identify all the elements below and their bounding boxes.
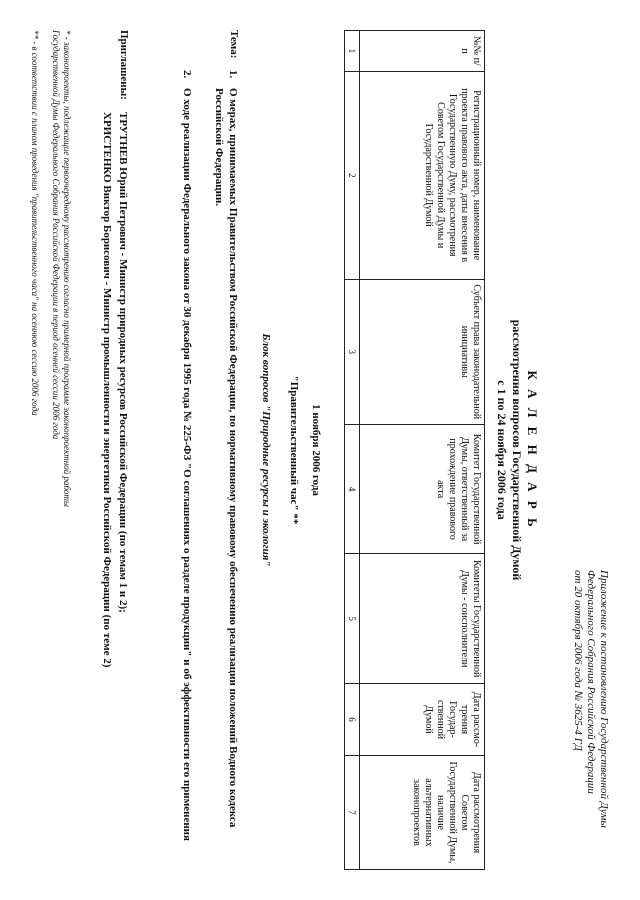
appendix-line-2: Федерального Собрания Российской Федерации xyxy=(585,570,597,794)
document-title xyxy=(494,0,540,900)
topic-number: 1. xyxy=(227,70,239,79)
column-number-6: 6 xyxy=(345,683,360,755)
column-number-7: 7 xyxy=(345,756,360,870)
header-cell-registration: Регистрационный номер, наименование проекта правового акта, даты внесения в Государственную Думу, рассмотрения Советом Государственной Думы и Государственной Думой xyxy=(360,71,485,279)
topics-label: Тема: xyxy=(228,30,240,59)
appendix-line-3: от 20 октября 2006 года № 3625-4 ГД xyxy=(572,570,584,751)
invited-label: Приглашены: xyxy=(118,30,130,100)
table-number-row xyxy=(345,31,360,870)
topic-item xyxy=(212,70,240,860)
column-number-3: 3 xyxy=(345,279,360,424)
question-block-title: Блок вопросов "Природные ресурсы и экология" xyxy=(260,333,272,567)
header-cell-initiator: Субъект права законодательной инициативы xyxy=(360,279,485,424)
column-number-1: 1 xyxy=(345,31,360,72)
invited-person: ТРУТНЕВ Юрий Петрович - Министр природных ресурсов Российской Федерации (по темам 1 и 2); xyxy=(117,112,129,613)
header-cell-committee: Комитет Государственной Думы, ответственный за прохождение правового акта xyxy=(360,424,485,554)
footnote-1-line-1: * - законопроекты, подлежащие первоочередному рассмотрению согласно примерной программе законопроектной работы xyxy=(62,30,72,507)
footnote-1-line-2: Государственной Думы Федерального Собрания Российской Федерации в период осенней сессии 2006 года xyxy=(51,30,61,440)
session-date: 1 ноября 2006 года xyxy=(310,404,322,496)
topic-text: О ходе реализации Федерального закона от 30 декабря 1995 года № 225-ФЗ "О соглашениях о разделе продукции" и об эффективности его применения xyxy=(181,88,193,841)
column-number-2: 2 xyxy=(345,71,360,279)
topic-number: 2. xyxy=(181,70,193,79)
calendar-table xyxy=(344,30,485,870)
column-number-5: 5 xyxy=(345,554,360,684)
header-cell-co-committees: Комитеты Государственной Думы - соисполнители xyxy=(360,554,485,684)
title-calendar: К А Л Е Н Д А Р Ь xyxy=(525,370,540,530)
appendix-note xyxy=(571,570,610,870)
header-cell-number: №№ п/п xyxy=(360,31,485,72)
footnote-2: ** - в соответствии с планом проведения "правительственного часа" на осеннюю сессию 2006 года xyxy=(30,30,40,416)
appendix-line-1: Приложение к постановлению Государственной Думы xyxy=(598,570,610,828)
footnote-1 xyxy=(50,30,72,870)
header-cell-duma-date: Дата рассмо-трения Государ-ственной Думой xyxy=(360,683,485,755)
title-subtitle: рассмотрения вопросов Государственной Думой xyxy=(510,319,524,581)
header-cell-council-date: Дата рассмотрения Советом Государственной Думы, наличие альтернативных законопроектов xyxy=(360,756,485,870)
table-header-row xyxy=(360,31,485,870)
column-number-4: 4 xyxy=(345,424,360,554)
topic-item xyxy=(180,70,194,860)
topic-text: О мерах, принимаемых Правительством Российской Федерации, по нормативному правовому обеспечению реализации положений Водного кодекса Российской Федерации. xyxy=(213,88,239,828)
government-hour-title: "Правительственный час" ** xyxy=(288,375,300,525)
title-period: с 1 по 24 ноября 2006 года xyxy=(495,380,509,520)
invited-person: ХРИСТЕНКО Виктор Борисович - Министр промышленности и энергетики Российской Федерации (по теме 2) xyxy=(101,112,113,668)
